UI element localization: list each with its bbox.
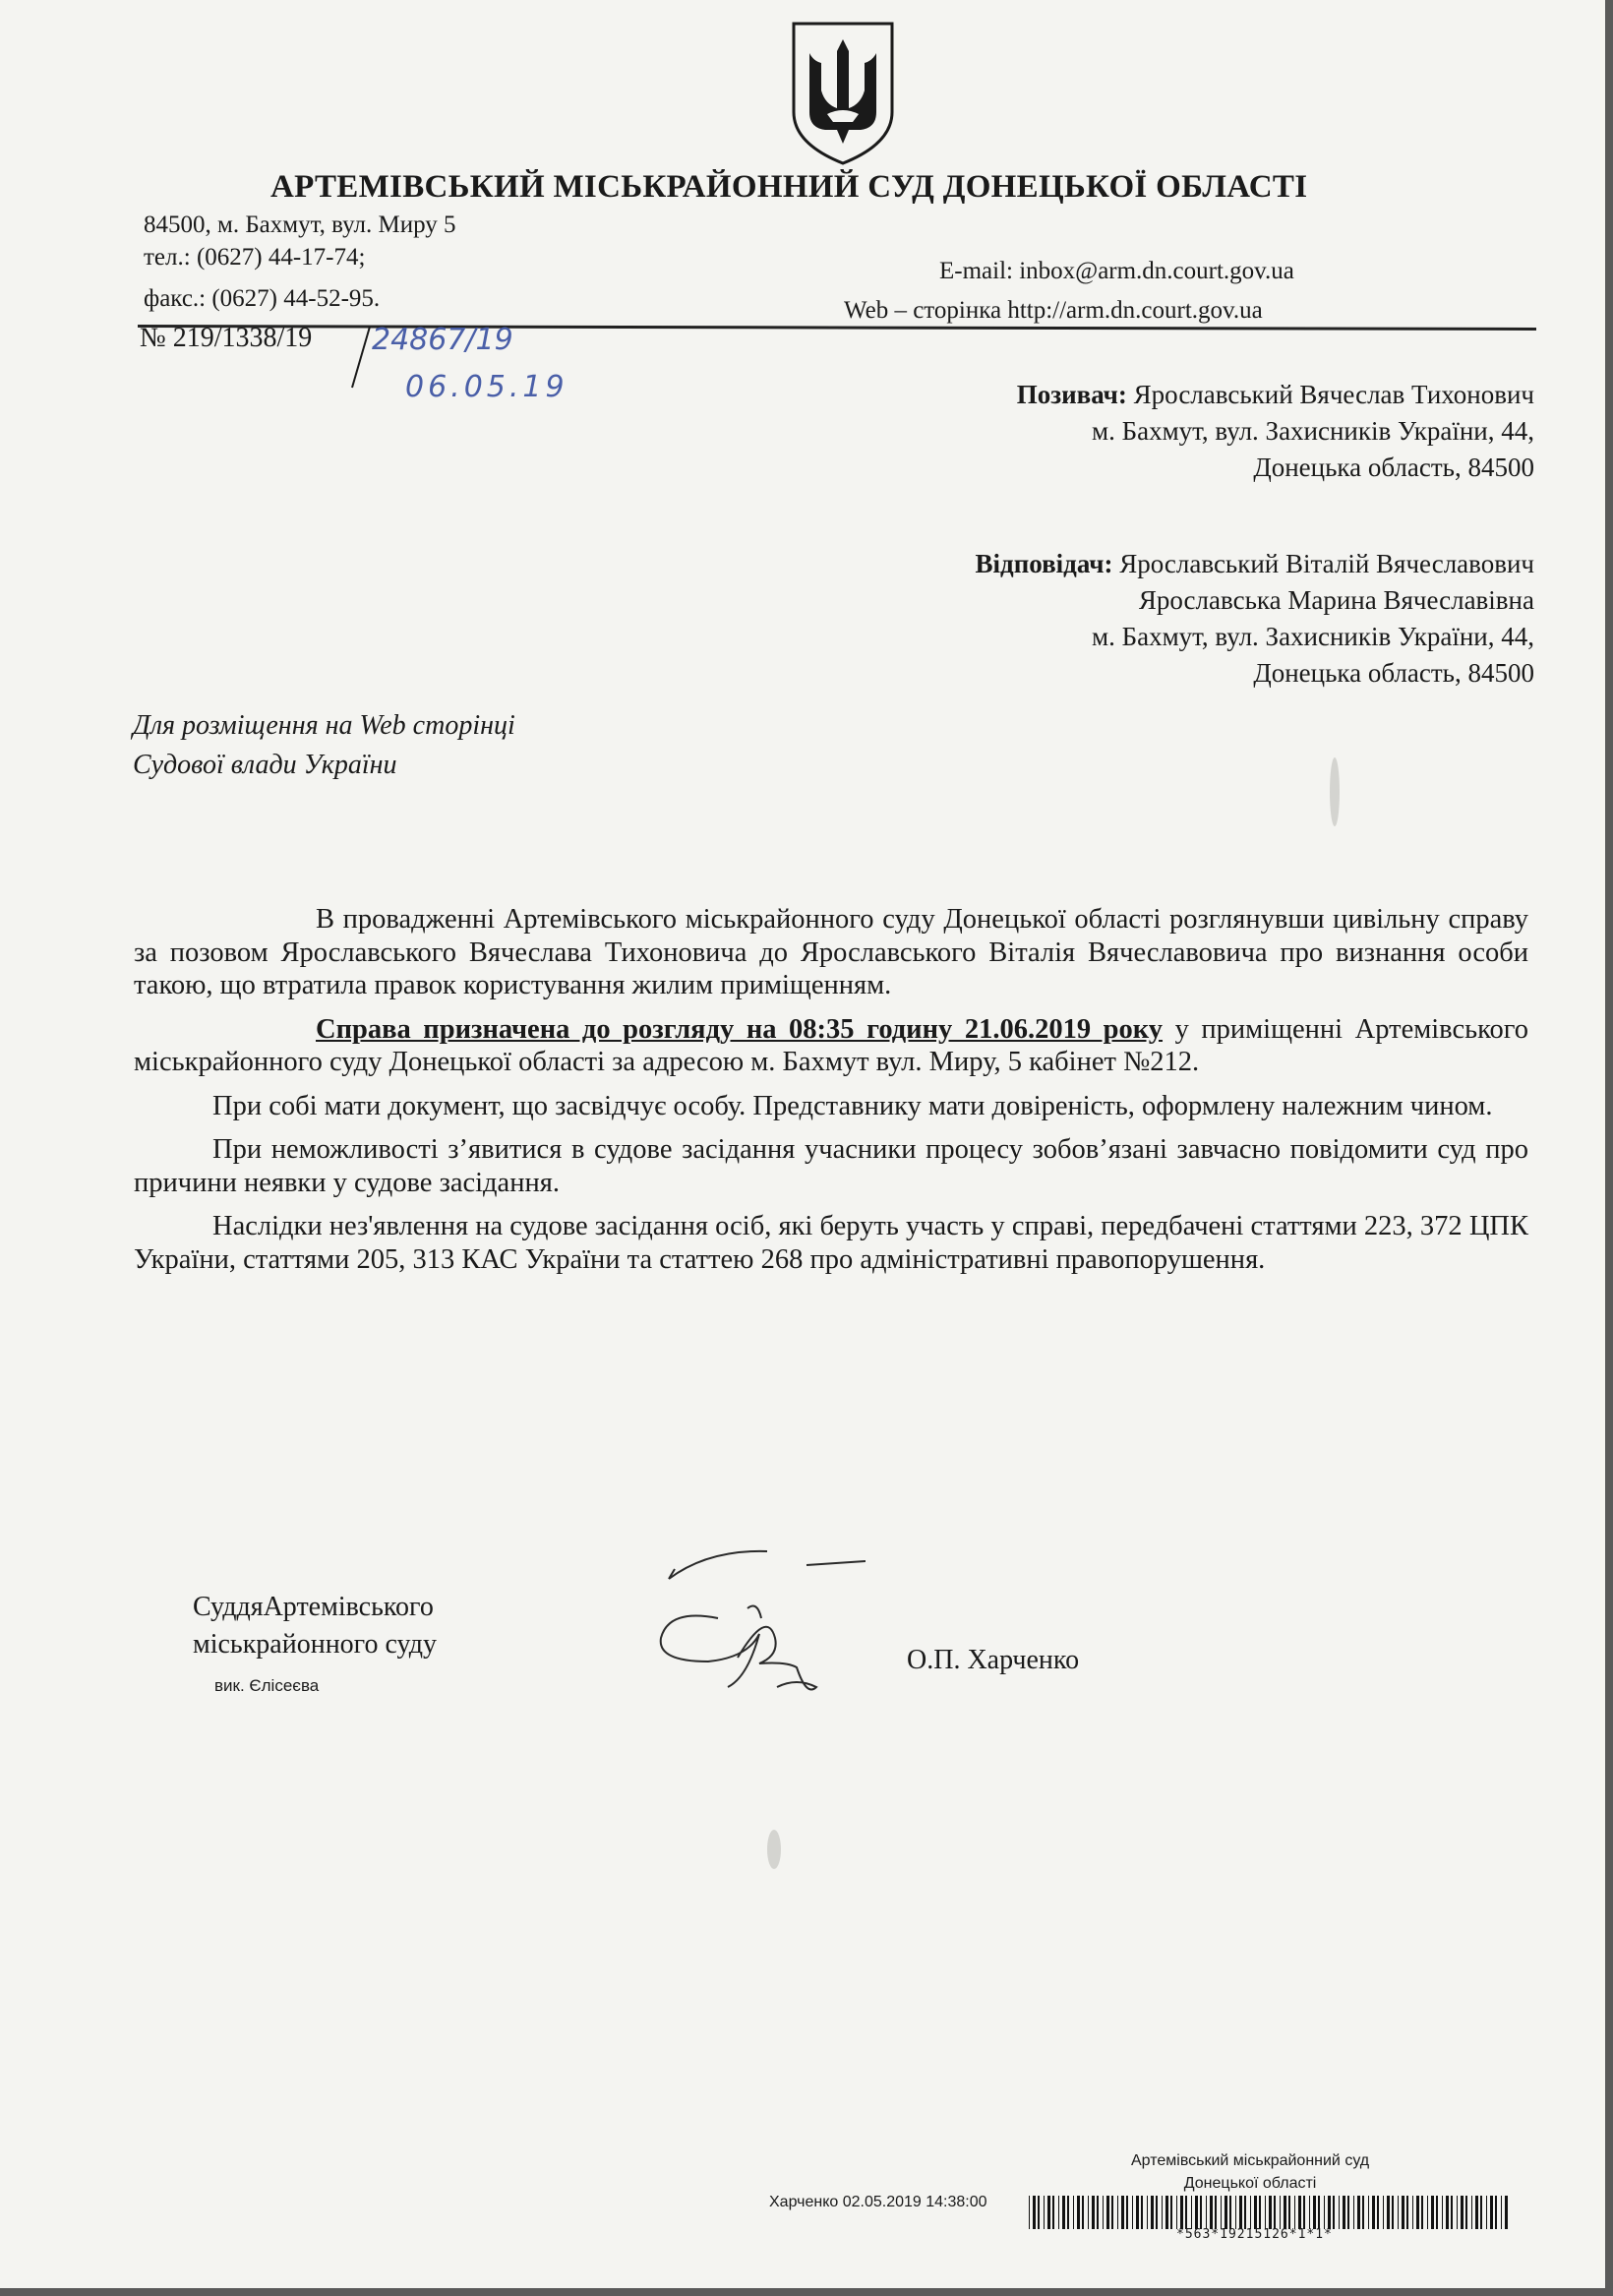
defendant-block xyxy=(976,546,1534,692)
barcode-bar xyxy=(1324,2196,1325,2229)
barcode-bar xyxy=(1274,2196,1276,2229)
barcode-bar xyxy=(1047,2196,1050,2229)
barcode-bar xyxy=(1067,2196,1069,2229)
barcode-bar xyxy=(1362,2196,1364,2229)
barcode-bar xyxy=(1176,2196,1177,2229)
barcode-bar xyxy=(1490,2196,1493,2229)
barcode-bar xyxy=(1265,2196,1266,2229)
defendant-name: Ярославська Марина Вячеславівна xyxy=(1138,585,1534,615)
barcode-bar xyxy=(1457,2196,1458,2229)
barcode-bar xyxy=(1170,2196,1172,2229)
barcode-bar xyxy=(1402,2196,1404,2229)
barcode-bar xyxy=(1392,2196,1394,2229)
case-number: № 219/1338/19 xyxy=(140,323,313,353)
court-title: АРТЕМІВСЬКИЙ МІСЬКРАЙОННИЙ СУД ДОНЕЦЬКОЇ ОБЛАСТІ xyxy=(270,169,1308,205)
court-email: E-mail: inbox@arm.dn.court.gov.ua xyxy=(939,258,1294,284)
handwritten-signature xyxy=(649,1540,866,1707)
barcode-bar xyxy=(1480,2196,1482,2229)
barcode-bar xyxy=(1117,2196,1118,2229)
barcode-bar xyxy=(1309,2196,1310,2229)
barcode-bar xyxy=(1353,2196,1354,2229)
barcode-bar xyxy=(1339,2196,1340,2229)
barcode-bar xyxy=(1141,2196,1143,2229)
barcode-bar xyxy=(1475,2196,1478,2229)
barcode-bar xyxy=(1121,2196,1124,2229)
judge-title xyxy=(193,1589,437,1663)
defendant-address-line: м. Бахмут, вул. Захисників України, 44, xyxy=(1092,622,1534,651)
barcode-bar xyxy=(1377,2196,1379,2229)
barcode-bar xyxy=(1215,2196,1217,2229)
barcode-bar xyxy=(1501,2196,1502,2229)
barcode-bar xyxy=(1185,2196,1187,2229)
barcode-bar xyxy=(1436,2196,1438,2229)
barcode-bar xyxy=(1052,2196,1054,2229)
barcode-bar xyxy=(1111,2196,1113,2229)
barcode-bar xyxy=(1136,2196,1139,2229)
barcode-bar xyxy=(1412,2196,1413,2229)
barcode-bar xyxy=(1318,2196,1320,2229)
body-paragraph xyxy=(134,1013,1528,1079)
barcode-bar xyxy=(1250,2196,1251,2229)
barcode-bar xyxy=(1416,2196,1419,2229)
barcode-bar xyxy=(1406,2196,1408,2229)
barcode-bar xyxy=(1191,2196,1192,2229)
barcode-bar xyxy=(1062,2196,1065,2229)
barcode-bar xyxy=(1347,2196,1349,2229)
body-paragraph: При неможливості з’явитися в судове засідання учасники процесу зобов’язані завчасно повідомити суд про причини неявки у судове засідання. xyxy=(134,1134,1528,1198)
body-paragraph: Наслідки нез'явлення на судове засідання осіб, які беруть участь у справі, передбачені статтями 223, 372 ЦПК України, статтями 205, 313 КАС України та статтею 268 про адміністративні правопорушення. xyxy=(134,1211,1528,1275)
hearing-date-statement: Справа призначена до розгляду на 08:35 годину 21.06.2019 року xyxy=(316,1013,1164,1045)
barcode-bar xyxy=(1471,2196,1472,2229)
plaintiff-name: Ярославський Вячеслав Тихонович xyxy=(1133,380,1534,409)
barcode-bar xyxy=(1387,2196,1390,2229)
barcode-bar xyxy=(1033,2196,1036,2229)
barcode-bar xyxy=(1431,2196,1434,2229)
barcode-bar xyxy=(1132,2196,1133,2229)
barcode-bar xyxy=(1446,2196,1449,2229)
barcode-bar xyxy=(1225,2196,1227,2229)
barcode-bar xyxy=(1372,2196,1375,2229)
plaintiff-block xyxy=(1017,377,1534,486)
handwritten-registration-date: 06.05.19 xyxy=(405,370,568,404)
barcode-bar xyxy=(1088,2196,1089,2229)
barcode-bar xyxy=(1106,2196,1109,2229)
judge-title-line: міськрайонного суду xyxy=(193,1629,438,1660)
barcode-bar xyxy=(1451,2196,1453,2229)
barcode-bar xyxy=(1328,2196,1331,2229)
web-note-line: Для розміщення на Web сторінці xyxy=(133,710,515,741)
court-website: Web – сторінка http://arm.dn.court.gov.ua xyxy=(844,297,1263,324)
barcode-bar xyxy=(1465,2196,1467,2229)
barcode-bar xyxy=(1269,2196,1272,2229)
barcode-bar xyxy=(1442,2196,1443,2229)
notice-body xyxy=(134,903,1528,1287)
barcode-bar xyxy=(1284,2196,1286,2229)
barcode-bar xyxy=(1288,2196,1290,2229)
court-address: 84500, м. Бахмут, вул. Миру 5 xyxy=(144,211,456,238)
barcode-bar xyxy=(1029,2196,1030,2229)
barcode-number: *563*19215126*1*1* xyxy=(1176,2227,1333,2242)
defendant-address-line: Донецька область, 84500 xyxy=(1253,658,1534,688)
defendant-label: Відповідач: xyxy=(975,549,1113,578)
court-stamp-line: Артемівський міськрайонний суд xyxy=(1131,2152,1370,2169)
barcode-bar xyxy=(1151,2196,1154,2229)
judge-title-line: СуддяАртемівського xyxy=(193,1592,434,1622)
executor-note: вик. Єлісеєва xyxy=(214,1676,320,1695)
signed-by-line: Харченко 02.05.2019 14:38:00 xyxy=(769,2194,987,2210)
barcode-bar xyxy=(1461,2196,1464,2229)
barcode-bar xyxy=(1398,2196,1399,2229)
handwritten-registration-number: 24867/19 xyxy=(372,323,513,357)
plaintiff-address-line: м. Бахмут, вул. Захисників України, 44, xyxy=(1092,416,1534,446)
barcode-bar xyxy=(1313,2196,1316,2229)
barcode-bar xyxy=(1383,2196,1384,2229)
barcode-bar xyxy=(1343,2196,1345,2229)
barcode-bar xyxy=(1259,2196,1261,2229)
barcode-bar xyxy=(1103,2196,1104,2229)
defendant-name: Ярославський Віталій Вячеславович xyxy=(1119,549,1534,578)
scan-mark xyxy=(767,1830,781,1869)
barcode xyxy=(1029,2196,1511,2229)
court-phone: тел.: (0627) 44-17-74; xyxy=(144,244,366,271)
court-fax: факс.: (0627) 44-52-95. xyxy=(144,285,381,312)
barcode-bar xyxy=(1505,2196,1508,2229)
web-note-line: Судової влади України xyxy=(133,750,397,780)
barcode-bar xyxy=(1126,2196,1128,2229)
plaintiff-address-line: Донецька область, 84500 xyxy=(1253,453,1534,482)
barcode-bar xyxy=(1210,2196,1213,2229)
barcode-bar xyxy=(1044,2196,1045,2229)
barcode-bar xyxy=(1427,2196,1428,2229)
barcode-bar xyxy=(1368,2196,1369,2229)
barcode-bar xyxy=(1229,2196,1231,2229)
barcode-bar xyxy=(1195,2196,1198,2229)
barcode-bar xyxy=(1239,2196,1242,2229)
court-stamp xyxy=(1131,2149,1369,2195)
barcode-bar xyxy=(1165,2196,1168,2229)
trident-emblem-icon xyxy=(784,18,902,167)
barcode-bar xyxy=(1082,2196,1084,2229)
hearing-location: у приміщенні Артемівського міськрайонного суду Донецької області за адресою м. Бахмут вул. Миру, 5 кабінет №212. xyxy=(134,1013,1528,1077)
barcode-bar xyxy=(1180,2196,1183,2229)
barcode-bar xyxy=(1357,2196,1360,2229)
barcode-bar xyxy=(1162,2196,1163,2229)
body-paragraph: В провадженні Артемівського міськрайонного суду Донецької області розглянувши цивільну справу за позовом Ярославського Вячеслава Тихоновича до Ярославського Віталія Вячеславовича про визнання особи такою, що втратила правок користування жилим приміщенням. xyxy=(134,904,1528,1000)
barcode-bar xyxy=(1147,2196,1148,2229)
barcode-bar xyxy=(1244,2196,1246,2229)
barcode-bar xyxy=(1333,2196,1335,2229)
barcode-bar xyxy=(1092,2196,1095,2229)
barcode-bar xyxy=(1097,2196,1099,2229)
barcode-bar xyxy=(1303,2196,1305,2229)
barcode-bar xyxy=(1058,2196,1059,2229)
court-stamp-line: Донецької області xyxy=(1183,2175,1317,2192)
web-publication-note xyxy=(133,706,515,785)
barcode-bar xyxy=(1077,2196,1080,2229)
plaintiff-label: Позивач: xyxy=(1016,380,1127,409)
judge-name: О.П. Харченко xyxy=(907,1645,1080,1675)
barcode-bar xyxy=(1073,2196,1074,2229)
barcode-bar xyxy=(1200,2196,1202,2229)
barcode-bar xyxy=(1495,2196,1497,2229)
barcode-bar xyxy=(1486,2196,1487,2229)
scan-mark xyxy=(1330,757,1340,826)
barcode-bar xyxy=(1038,2196,1040,2229)
barcode-bar xyxy=(1298,2196,1301,2229)
barcode-bar xyxy=(1235,2196,1236,2229)
barcode-bar xyxy=(1421,2196,1423,2229)
barcode-bar xyxy=(1254,2196,1257,2229)
barcode-bar xyxy=(1294,2196,1295,2229)
barcode-bar xyxy=(1206,2196,1207,2229)
barcode-bar xyxy=(1156,2196,1158,2229)
body-paragraph: При собі мати документ, що засвідчує особу. Представнику мати довіреність, оформлену належним чином. xyxy=(212,1090,1493,1121)
barcode-bar xyxy=(1221,2196,1222,2229)
barcode-bar xyxy=(1280,2196,1281,2229)
